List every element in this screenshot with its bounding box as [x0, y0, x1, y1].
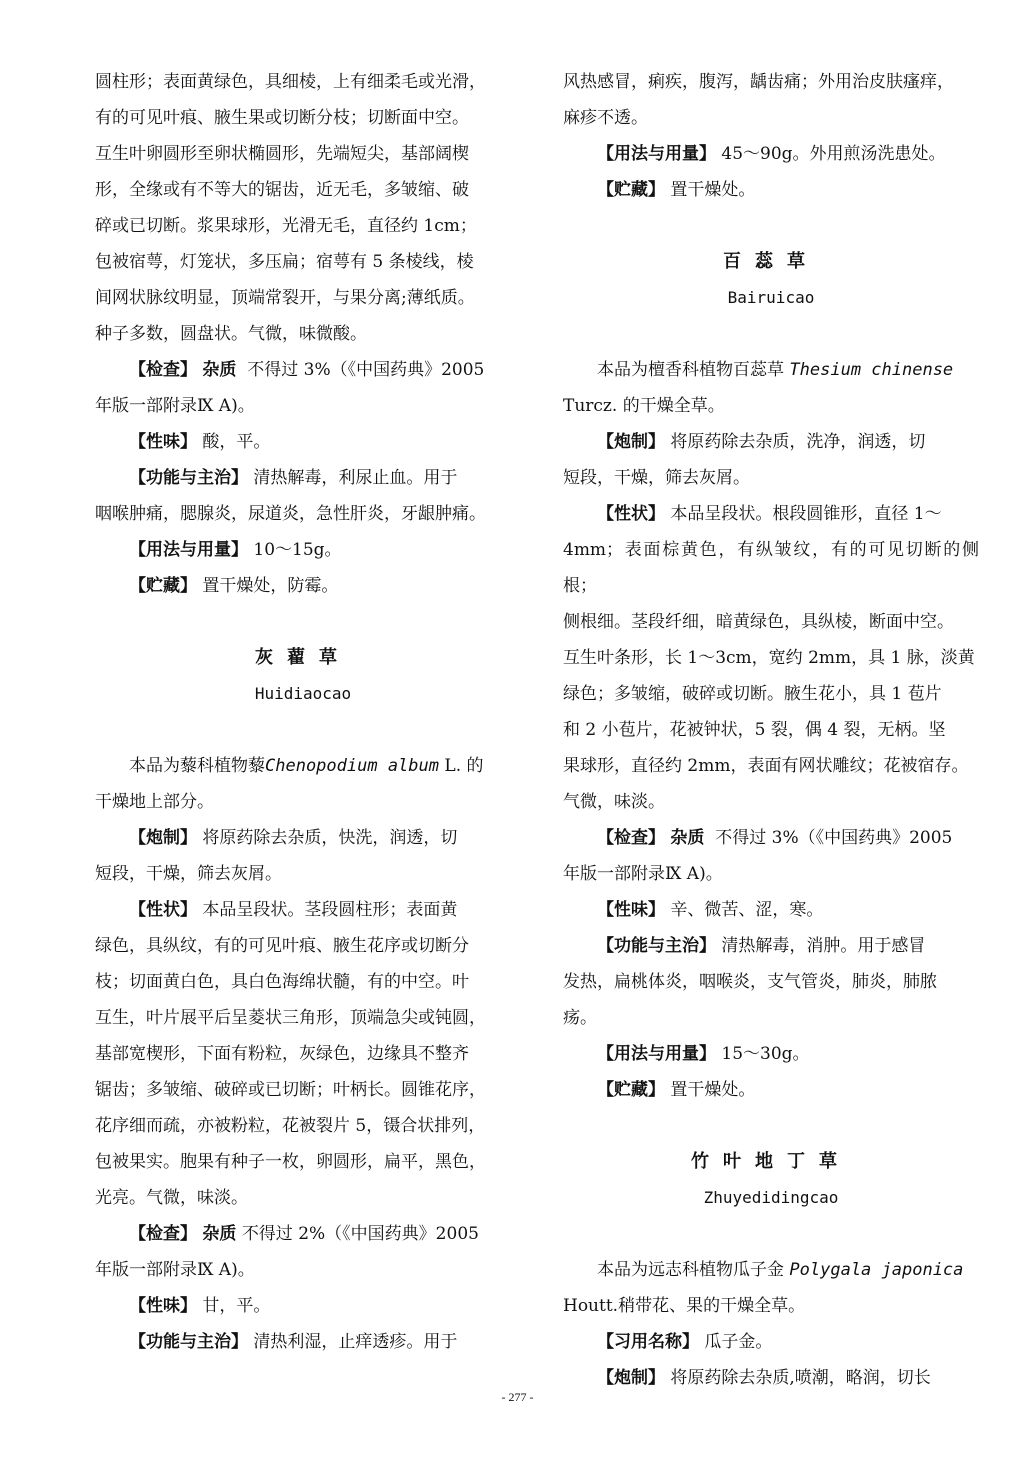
right-column [563, 64, 979, 1396]
section-label: 【功能与主治】 [129, 468, 248, 488]
text-line: 绿色；多皱缩，破碎或切断。腋生花小，具 1 苞片 [563, 684, 942, 704]
text-line: 咽喉肿痛，腮腺炎，尿道炎，急性肝炎，牙龈肿痛。 [95, 504, 486, 524]
section-label: 【功能与主治】 [129, 1332, 248, 1352]
text-line: 互生叶卵圆形至卵状椭圆形，先端短尖，基部阔楔 [95, 144, 469, 164]
text-line: 种子多数，圆盘状。气微，味微酸。 [95, 324, 367, 344]
entry-pinyin: Bairuicao [727, 288, 815, 307]
text-line: 4mm；表面棕黄色，有纵皱纹，有的可见切断的侧根； [563, 540, 979, 596]
section-label: 【性状】 [597, 504, 665, 524]
zhucang-section [563, 172, 979, 208]
section-text: 本品呈段状。根段圆锥形，直径 1～ [670, 504, 942, 524]
text-line: 圆柱形；表面黄绿色，具细棱，上有细柔毛或光滑， [95, 72, 486, 92]
section-label: 【性味】 [597, 900, 665, 920]
check-section [563, 820, 979, 856]
section-text: 将原药除去杂质,喷潮，略润，切长 [670, 1368, 931, 1388]
text-line: 互生，叶片展平后呈菱状三角形，顶端急尖或钝圆， [95, 1008, 486, 1028]
xiyong-section [563, 1324, 979, 1360]
section-label: 【检查】 [129, 360, 197, 380]
page-number: - 277 - [501, 1390, 534, 1404]
sub-label: 杂质 [670, 828, 705, 848]
text-line: 年版一部附录Ⅸ A)。 [95, 396, 255, 416]
text-line: 短段，干燥，筛去灰屑。 [563, 468, 750, 488]
text-line: 光亮。气微，味淡。 [95, 1188, 248, 1208]
text-line: 麻疹不透。 [563, 108, 648, 128]
section-text: 甘，平。 [202, 1296, 271, 1316]
text-line: 侧根细。茎段纤细，暗黄绿色，具纵棱，断面中空。 [563, 612, 954, 632]
section-text: 清热利湿，止痒透疹。用于 [253, 1332, 458, 1352]
section-label: 【性味】 [129, 432, 197, 452]
section-text: 将原药除去杂质，洗净，润透，切 [670, 432, 926, 452]
section-label: 【检查】 [129, 1224, 197, 1244]
paozhi-section [563, 424, 979, 460]
intro-section [563, 352, 979, 388]
intro-text: L. 的 [444, 756, 484, 776]
intro-section [95, 748, 511, 784]
text-line: 和 2 小苞片，花被钟状，5 裂，偶 4 裂，无柄。坚 [563, 720, 946, 740]
section-text: 置干燥处。 [670, 1080, 756, 1100]
text-line: 基部宽楔形，下面有粉粒，灰绿色，边缘具不整齐 [95, 1044, 469, 1064]
latin-name: Chenopodium album [265, 756, 439, 776]
section-label: 【性味】 [129, 1296, 197, 1316]
entry-pinyin: Huidiaocao [254, 684, 352, 703]
section-text: 置干燥处。 [670, 180, 756, 200]
xingwei-section [563, 892, 979, 928]
text-line: 绿色，具纵纹，有的可见叶痕、腋生花序或切断分 [95, 936, 469, 956]
xingwei-section [95, 1288, 511, 1324]
section-text: 置干燥处，防霉。 [202, 576, 339, 596]
section-text: 不得过 3%（《中国药典》2005 [715, 828, 953, 848]
text-line: 锯齿；多皱缩、破碎或已切断；叶柄长。圆锥花序， [95, 1080, 486, 1100]
text-line: 短段，干燥，筛去灰屑。 [95, 864, 282, 884]
check-section [95, 352, 511, 388]
intro-section [563, 1252, 979, 1288]
check-section [95, 1216, 511, 1252]
text-line: 气微，味淡。 [563, 792, 665, 812]
section-text: 清热解毒，消肿。用于感冒 [721, 936, 926, 956]
xingzhuang-section [563, 496, 979, 532]
section-text: 不得过 3%（《中国药典》2005 [247, 360, 485, 380]
section-label: 【炮制】 [129, 828, 197, 848]
text-line: 包被果实。胞果有种子一枚，卵圆形，扁平，黑色， [95, 1152, 486, 1172]
section-label: 【炮制】 [597, 1368, 665, 1388]
zhucang-section [95, 568, 511, 604]
section-label: 【炮制】 [597, 432, 665, 452]
text-line: 碎或已切断。浆果球形，光滑无毛，直径约 1cm； [95, 216, 477, 236]
section-label: 【贮藏】 [597, 180, 665, 200]
section-label: 【性状】 [129, 900, 197, 920]
yongfa-section [95, 532, 511, 568]
section-text: 本品呈段状。茎段圆柱形；表面黄 [202, 900, 458, 920]
latin-name: Thesium chinense [789, 360, 954, 380]
section-text: 15～30g。 [721, 1044, 810, 1064]
section-label: 【用法与用量】 [597, 144, 716, 164]
xingzhuang-section [95, 892, 511, 928]
xingwei-section [95, 424, 511, 460]
yongfa-section [563, 136, 979, 172]
text-line: 形，全缘或有不等大的锯齿，近无毛，多皱缩、破 [95, 180, 469, 200]
text-line: 年版一部附录Ⅸ A)。 [95, 1260, 255, 1280]
gongneng-section [95, 1324, 511, 1360]
section-text: 酸，平。 [202, 432, 271, 452]
text-line: 风热感冒，痢疾，腹泻，龋齿痛；外用治皮肤瘙痒， [563, 72, 954, 92]
left-column [95, 64, 511, 1360]
section-text: 不得过 2%（《中国药典》2005 [241, 1224, 479, 1244]
text-line: 果球形，直径约 2mm，表面有网状雕纹；花被宿存。 [563, 756, 969, 776]
text-line: 有的可见叶痕、腋生果或切断分枝；切断面中空。 [95, 108, 469, 128]
section-label: 【用法与用量】 [597, 1044, 716, 1064]
gongneng-section [563, 928, 979, 964]
section-label: 【用法与用量】 [129, 540, 248, 560]
intro-text: 本品为檀香科植物百蕊草 [597, 360, 784, 380]
section-text: 清热解毒，利尿止血。用于 [253, 468, 458, 488]
gongneng-section [95, 460, 511, 496]
paozhi-section [95, 820, 511, 856]
entry-pinyin: Zhuyedidingcao [703, 1188, 839, 1207]
section-label: 【功能与主治】 [597, 936, 716, 956]
text-line: Houtt.稍带花、果的干燥全草。 [563, 1296, 806, 1316]
text-line: 花序细而疏，亦被粉粒，花被裂片 5，镊合状排列， [95, 1116, 486, 1136]
text-line: 互生叶条形，长 1～3cm，宽约 2mm，具 1 脉，淡黄 [563, 648, 975, 668]
sub-label: 杂质 [202, 360, 237, 380]
section-label: 【贮藏】 [129, 576, 197, 596]
yongfa-section [563, 1036, 979, 1072]
section-label: 【贮藏】 [597, 1080, 665, 1100]
entry-title: 灰藋草 [255, 647, 351, 668]
text-line: 干燥地上部分。 [95, 792, 214, 812]
section-label: 【检查】 [597, 828, 665, 848]
intro-text: 本品为远志科植物瓜子金 [597, 1260, 784, 1280]
section-text: 瓜子金。 [704, 1332, 773, 1352]
intro-text: 本品为藜科植物藜 [129, 756, 265, 776]
text-line: 发热，扁桃体炎，咽喉炎，支气管炎，肺炎，肺脓 [563, 972, 937, 992]
text-line: 枝；切面黄白色，具白色海绵状髓，有的中空。叶 [95, 972, 469, 992]
sub-label: 杂质 [202, 1224, 237, 1244]
entry-title: 百蕊草 [723, 251, 819, 272]
text-line: 包被宿萼，灯笼状，多压扁；宿萼有 5 条棱线，棱 [95, 252, 474, 272]
section-label: 【习用名称】 [597, 1332, 699, 1352]
text-line: 间网状脉纹明显，顶端常裂开，与果分离;薄纸质。 [95, 288, 475, 308]
text-line: Turcz. 的干燥全草。 [563, 396, 725, 416]
section-text: 10～15g。 [253, 540, 342, 560]
entry-title: 竹叶地丁草 [691, 1151, 851, 1172]
section-text: 45～90g。外用煎汤洗患处。 [721, 144, 946, 164]
zhucang-section [563, 1072, 979, 1108]
section-text: 将原药除去杂质，快洗，润透，切 [202, 828, 458, 848]
section-text: 辛、微苦、涩，寒。 [670, 900, 824, 920]
text-line: 年版一部附录Ⅸ A)。 [563, 864, 723, 884]
latin-name: Polygala japonica [789, 1260, 964, 1280]
text-line: 疡。 [563, 1008, 597, 1028]
